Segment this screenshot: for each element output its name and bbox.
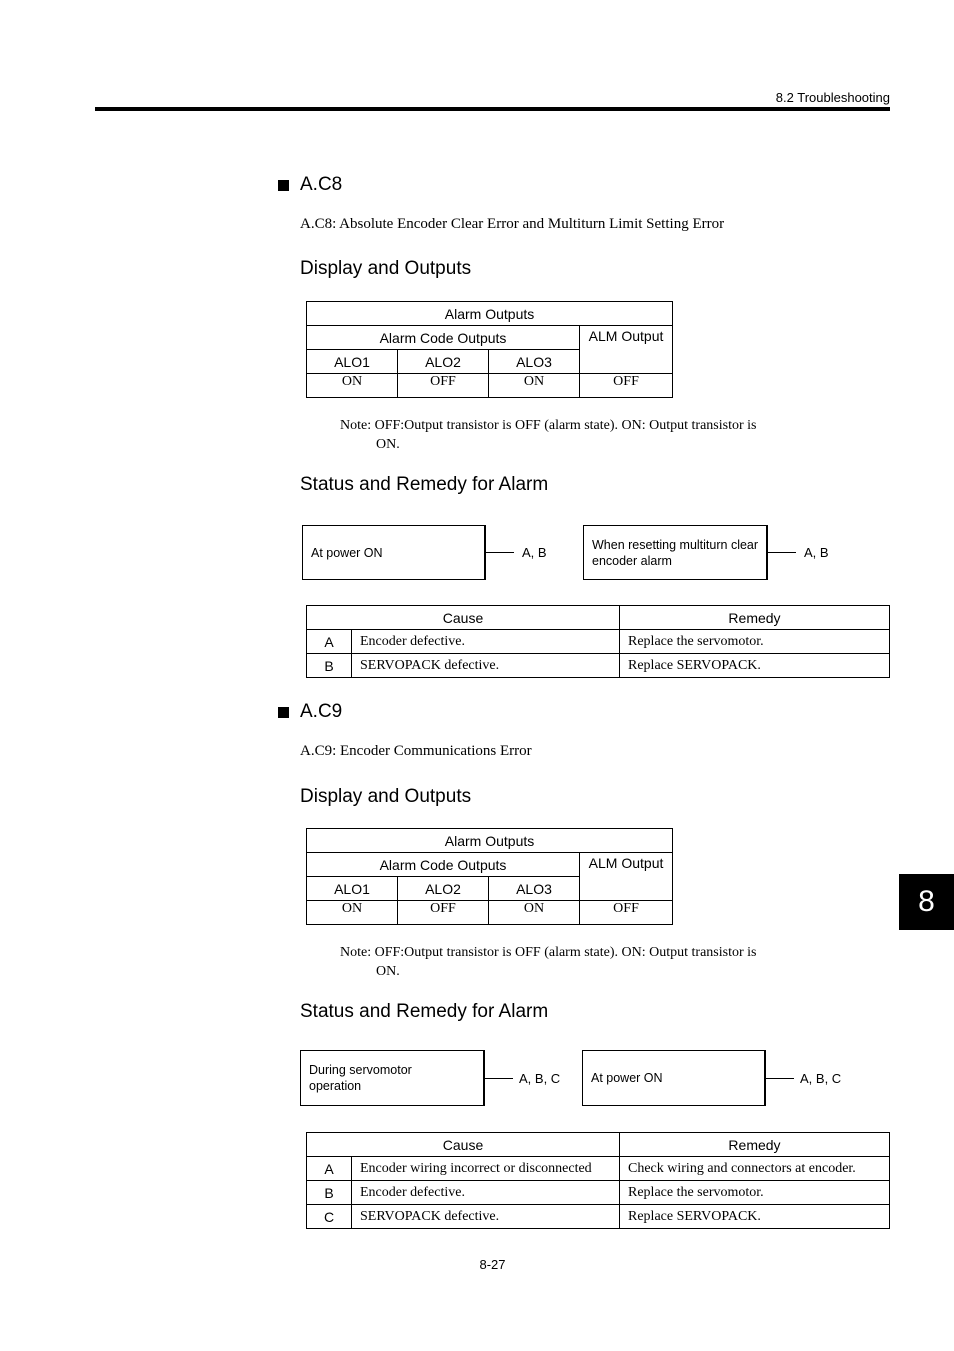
note-line-2: ON. [376, 964, 400, 979]
status-box [583, 525, 768, 580]
alarm-outputs-header: Alarm Outputs [307, 302, 673, 326]
chapter-tab: 8 [899, 874, 954, 930]
alo2-value: OFF [398, 374, 489, 398]
alarm-output-table [306, 301, 673, 398]
status-label: When resetting multiturn clear encoder alarm [592, 537, 759, 568]
status-label: During servomotor operation [309, 1063, 412, 1093]
cause-cell: Encoder defective. [352, 630, 620, 654]
section-title: A.C9 [300, 701, 343, 722]
section-description: A.C9: Encoder Communications Error [300, 743, 532, 759]
note-line-2: ON. [376, 437, 400, 452]
status-connector [766, 1078, 794, 1079]
remedy-header: Remedy [620, 606, 890, 630]
alo1-value: ON [307, 374, 398, 398]
alm-output-header: ALM Output [580, 326, 673, 374]
alo3-header: ALO3 [489, 350, 580, 374]
cause-cell: Encoder wiring incorrect or disconnected [352, 1157, 620, 1181]
alm-output-header: ALM Output [580, 853, 673, 901]
status-box [302, 525, 486, 580]
table-row [307, 1181, 890, 1205]
section-heading-ac9 [278, 701, 342, 723]
remedy-cell: Replace the servomotor. [620, 630, 890, 654]
row-letter: B [307, 654, 352, 678]
bullet-square-icon [278, 707, 289, 718]
note-line-1: Note: OFF:Output transistor is OFF (alarm state). ON: Output transistor is [340, 945, 757, 960]
status-label: At power ON [311, 545, 383, 560]
status-connector [485, 1078, 513, 1079]
alo2-header: ALO2 [398, 877, 489, 901]
status-remedy-heading: Status and Remedy for Alarm [300, 1001, 549, 1022]
remedy-cell: Replace SERVOPACK. [620, 654, 890, 678]
running-header: 8.2 Troubleshooting [775, 90, 890, 105]
table-row [307, 1157, 890, 1181]
page-number: 8-27 [479, 1257, 506, 1272]
alo1-header: ALO1 [307, 350, 398, 374]
table-row [307, 654, 890, 678]
table-row [307, 1205, 890, 1229]
alarm-code-outputs-header: Alarm Code Outputs [307, 853, 580, 877]
cause-header: Cause [307, 1133, 620, 1157]
cause-header: Cause [307, 606, 620, 630]
alo1-value: ON [307, 901, 398, 925]
cause-cell: Encoder defective. [352, 1181, 620, 1205]
row-letter: C [307, 1205, 352, 1229]
table-row [307, 630, 890, 654]
alarm-outputs-header: Alarm Outputs [307, 829, 673, 853]
alo2-value: OFF [398, 901, 489, 925]
note-line-1: Note: OFF:Output transistor is OFF (alarm state). ON: Output transistor is [340, 418, 757, 433]
alo2-header: ALO2 [398, 350, 489, 374]
alarm-code-outputs-header: Alarm Code Outputs [307, 326, 580, 350]
alo3-header: ALO3 [489, 877, 580, 901]
status-connector [768, 552, 796, 553]
status-label: At power ON [591, 1071, 663, 1085]
display-outputs-heading: Display and Outputs [300, 786, 472, 807]
alm-value: OFF [580, 901, 673, 925]
row-letter: A [307, 1157, 352, 1181]
remedy-cell: Check wiring and connectors at encoder. [620, 1157, 890, 1181]
status-remedy-heading: Status and Remedy for Alarm [300, 474, 549, 495]
status-codes: A, B, C [519, 1071, 561, 1086]
bullet-square-icon [278, 180, 289, 191]
alo1-header: ALO1 [307, 877, 398, 901]
alarm-output-table [306, 828, 673, 925]
status-codes: A, B, C [800, 1071, 842, 1086]
alm-value: OFF [580, 374, 673, 398]
section-description: A.C8: Absolute Encoder Clear Error and Multiturn Limit Setting Error [300, 216, 725, 232]
alo3-value: ON [489, 374, 580, 398]
cause-cell: SERVOPACK defective. [352, 654, 620, 678]
header-rule [95, 107, 890, 111]
section-title: A.C8 [300, 174, 343, 195]
row-letter: A [307, 630, 352, 654]
output-note [340, 416, 780, 454]
remedy-cell: Replace SERVOPACK. [620, 1205, 890, 1229]
status-codes: A, B [804, 545, 829, 560]
status-connector [486, 552, 514, 553]
cause-cell: SERVOPACK defective. [352, 1205, 620, 1229]
cause-remedy-table [306, 1132, 890, 1229]
status-box [582, 1050, 766, 1106]
display-outputs-heading: Display and Outputs [300, 258, 472, 279]
cause-remedy-table [306, 605, 890, 678]
status-codes: A, B [522, 545, 547, 560]
remedy-header: Remedy [620, 1133, 890, 1157]
section-heading-ac8 [278, 174, 342, 196]
remedy-cell: Replace the servomotor. [620, 1181, 890, 1205]
row-letter: B [307, 1181, 352, 1205]
status-box [300, 1050, 485, 1106]
alo3-value: ON [489, 901, 580, 925]
output-note [340, 943, 780, 981]
